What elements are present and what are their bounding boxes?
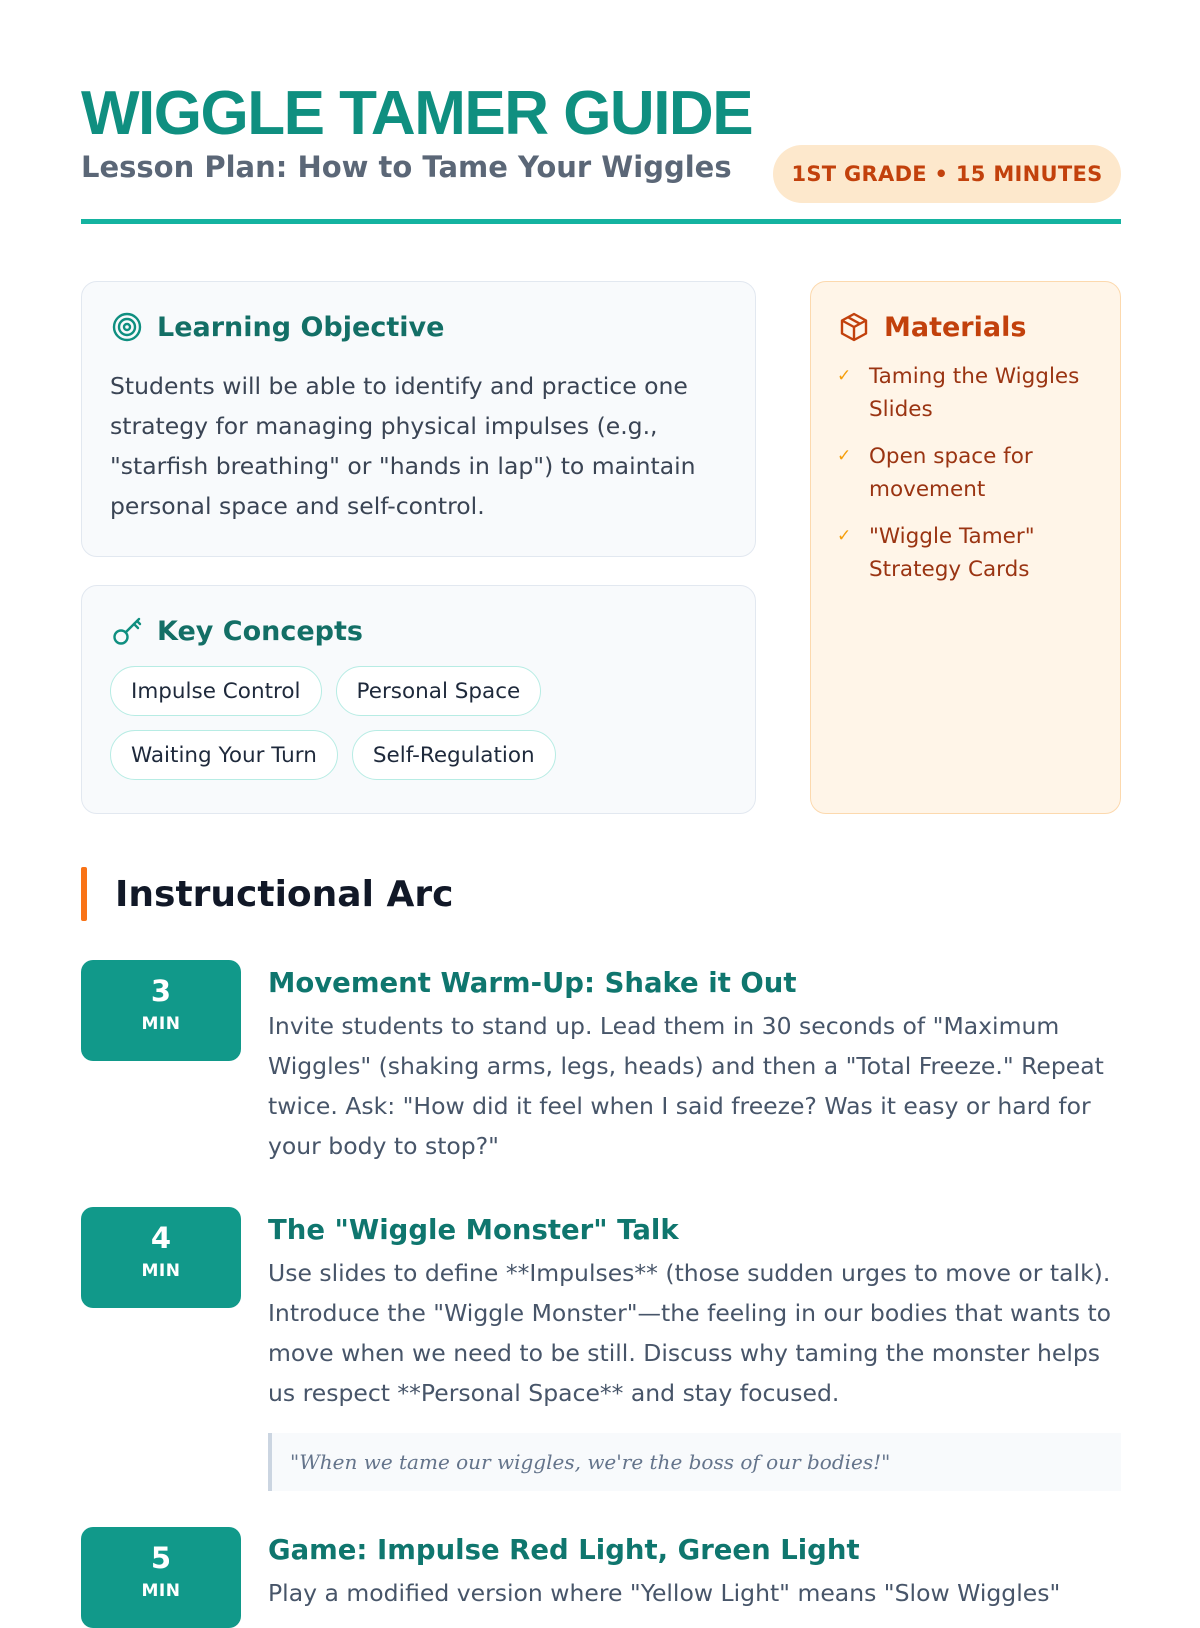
grade-duration-badge: 1ST GRADE • 15 MINUTES <box>773 145 1121 203</box>
page-subtitle: Lesson Plan: How to Tame Your Wiggles <box>81 150 732 184</box>
step-duration-badge <box>81 1207 241 1308</box>
key-concepts-heading: Key Concepts <box>157 615 363 647</box>
learning-objective-card <box>81 281 756 557</box>
concept-chip-list <box>110 666 710 780</box>
page-title: WIGGLE TAMER GUIDE <box>81 79 753 148</box>
step-minutes-unit: MIN <box>141 1581 181 1601</box>
step-title: Game: Impulse Red Light, Green Light <box>268 1534 860 1566</box>
materials-item <box>837 440 1094 506</box>
box-icon <box>837 310 871 344</box>
materials-card <box>810 281 1121 814</box>
key-concepts-card <box>81 585 756 814</box>
check-icon: ✓ <box>837 526 852 546</box>
step-minutes: 4 <box>150 1221 172 1255</box>
materials-item-label: Open space for movement <box>869 444 1033 502</box>
step-duration-badge <box>81 960 241 1061</box>
step-minutes-unit: MIN <box>141 1261 181 1281</box>
step-description: Play a modified version where "Yellow Light" means "Slow Wiggles" <box>268 1579 1061 1607</box>
step-description: Use slides to define **Impulses** (those sudden urges to move or talk). Introduce the "Wiggle Monster"—the feeling in our bodies that wants to move when we need to be still. Discuss why taming the monster helps us respect **Personal Space** and stay focused. <box>268 1259 1112 1407</box>
instructional-arc-header <box>81 867 453 921</box>
concept-chip: Waiting Your Turn <box>110 730 338 780</box>
instructional-arc-heading: Instructional Arc <box>115 873 454 915</box>
check-icon: ✓ <box>837 446 852 466</box>
section-accent-bar <box>81 867 87 921</box>
step-minutes: 5 <box>150 1541 172 1575</box>
step-quote: "When we tame our wiggles, we're the boss of our bodies!" <box>268 1433 1121 1491</box>
header-divider <box>81 219 1121 224</box>
materials-item-label: "Wiggle Tamer" Strategy Cards <box>869 524 1035 582</box>
materials-list <box>837 360 1094 586</box>
concept-chip: Self-Regulation <box>352 730 556 780</box>
key-icon <box>110 614 144 648</box>
learning-objective-heading: Learning Objective <box>157 311 445 343</box>
step-title: Movement Warm-Up: Shake it Out <box>268 967 797 999</box>
step-minutes: 3 <box>150 974 172 1008</box>
concept-chip: Impulse Control <box>110 666 322 716</box>
step-title: The "Wiggle Monster" Talk <box>268 1214 679 1246</box>
step-minutes-unit: MIN <box>141 1014 181 1034</box>
step-duration-badge <box>81 1527 241 1628</box>
materials-item <box>837 520 1094 586</box>
concept-chip: Personal Space <box>336 666 542 716</box>
materials-heading: Materials <box>884 311 1027 343</box>
step-description: Invite students to stand up. Lead them in 30 seconds of "Maximum Wiggles" (shaking arms, legs, heads) and then a "Total Freeze." Repeat twice. Ask: "How did it feel when I said freeze? Was it easy or hard for your body to stop?" <box>268 1012 1104 1160</box>
materials-item <box>837 360 1094 426</box>
materials-item-label: Taming the Wiggles Slides <box>869 364 1080 422</box>
learning-objective-text: Students will be able to identify and practice one strategy for managing physical impulses (e.g., "starfish breathing" or "hands in lap") to maintain personal space and self-control. <box>110 372 696 520</box>
target-icon <box>110 310 144 344</box>
check-icon: ✓ <box>837 366 852 386</box>
